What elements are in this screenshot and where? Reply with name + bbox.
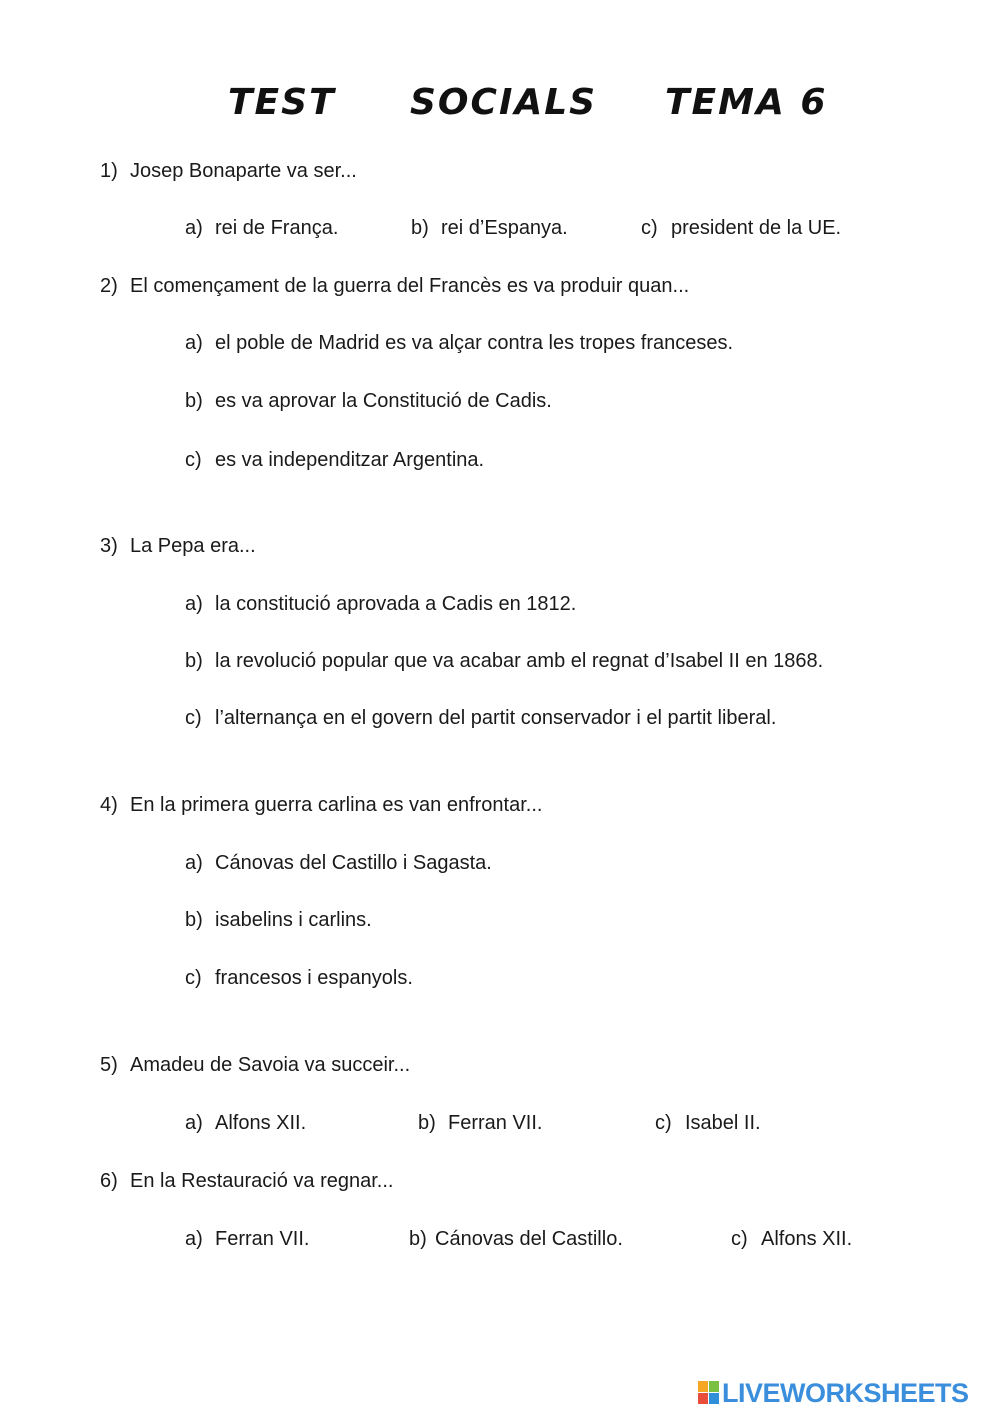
option-label: b) [185, 909, 203, 931]
option-label: c) [641, 217, 658, 239]
option-label: c) [731, 1228, 748, 1250]
q5-option-a[interactable] [185, 1111, 306, 1135]
title-part-test: TEST [228, 82, 336, 123]
logo-square-l [698, 1381, 708, 1392]
question-text: Josep Bonaparte va ser... [130, 160, 357, 182]
option-text: es va independitzar Argentina. [215, 449, 485, 471]
option-label: c) [655, 1112, 672, 1134]
option-label: a) [185, 1112, 203, 1134]
option-text: Cánovas del Castillo i Sagasta. [215, 852, 492, 874]
q1-option-b[interactable] [411, 216, 568, 240]
option-text: la constitució aprovada a Cadis en 1812. [215, 593, 577, 615]
q3-option-a[interactable] [185, 592, 576, 616]
option-label: a) [185, 332, 203, 354]
question-number: 2) [100, 275, 118, 297]
q2-option-c[interactable] [185, 448, 484, 472]
option-label: a) [185, 1228, 203, 1250]
option-text: president de la UE. [671, 217, 842, 239]
option-label: b) [418, 1112, 436, 1134]
title-part-tema: TEMA 6 [665, 82, 828, 123]
option-label: c) [185, 449, 202, 471]
q6-option-b[interactable] [409, 1227, 623, 1251]
question-number: 1) [100, 160, 118, 182]
q6-option-a[interactable] [185, 1227, 309, 1251]
liveworksheets-logo [698, 1379, 994, 1407]
q4-option-a[interactable] [185, 851, 492, 875]
question-text: Amadeu de Savoia va succeir... [130, 1054, 411, 1076]
q5-option-c[interactable] [655, 1111, 761, 1135]
option-text: Ferran VII. [215, 1228, 310, 1250]
option-text: rei de França. [215, 217, 339, 239]
question-text: El començament de la guerra del Francès es va produir quan... [130, 275, 690, 297]
option-label: b) [185, 650, 203, 672]
brand-name: LIVEWORKSHEETS [722, 1378, 969, 1408]
page-title [0, 82, 1000, 132]
logo-square-v [698, 1393, 708, 1404]
question-number: 3) [100, 535, 118, 557]
option-text: el poble de Madrid es va alçar contra les tropes franceses. [215, 332, 734, 354]
option-text: es va aprovar la Constitució de Cadis. [215, 390, 552, 412]
option-text: Ferran VII. [448, 1112, 543, 1134]
question-1 [100, 159, 357, 183]
question-text: La Pepa era... [130, 535, 256, 557]
question-number: 6) [100, 1170, 118, 1192]
q2-option-a[interactable] [185, 331, 733, 355]
q5-option-b[interactable] [418, 1111, 542, 1135]
option-label: a) [185, 852, 203, 874]
option-text: isabelins i carlins. [215, 909, 372, 931]
question-number: 4) [100, 794, 118, 816]
option-label: c) [185, 707, 202, 729]
logo-square-i [709, 1381, 719, 1392]
option-text: francesos i espanyols. [215, 967, 413, 989]
logo-grid-icon [698, 1381, 720, 1405]
option-text: Cánovas del Castillo. [435, 1228, 623, 1250]
q2-option-b[interactable] [185, 389, 552, 413]
question-3 [100, 534, 256, 558]
option-text: rei d’Espanya. [441, 217, 568, 239]
q3-option-b[interactable] [185, 649, 823, 673]
option-text: Alfons XII. [215, 1112, 307, 1134]
q6-option-c[interactable] [731, 1227, 852, 1251]
option-label: b) [409, 1228, 427, 1250]
option-text: Alfons XII. [761, 1228, 853, 1250]
q1-option-c[interactable] [641, 216, 841, 240]
option-text: l’alternança en el govern del partit conservador i el partit liberal. [215, 707, 777, 729]
question-text: En la Restauració va regnar... [130, 1170, 394, 1192]
q1-option-a[interactable] [185, 216, 338, 240]
question-4 [100, 793, 542, 817]
option-text: la revolució popular que va acabar amb el regnat d’Isabel II en 1868. [215, 650, 824, 672]
option-label: c) [185, 967, 202, 989]
title-part-socials: SOCIALS [410, 82, 598, 123]
q3-option-c[interactable] [185, 706, 776, 730]
question-5 [100, 1053, 410, 1077]
option-label: a) [185, 593, 203, 615]
question-2 [100, 274, 689, 298]
question-number: 5) [100, 1054, 118, 1076]
option-label: a) [185, 217, 203, 239]
logo-square-e [709, 1393, 719, 1404]
option-text: Isabel II. [685, 1112, 761, 1134]
q4-option-c[interactable] [185, 966, 413, 990]
option-label: b) [411, 217, 429, 239]
question-text: En la primera guerra carlina es van enfrontar... [130, 794, 543, 816]
q4-option-b[interactable] [185, 908, 372, 932]
question-6 [100, 1169, 393, 1193]
option-label: b) [185, 390, 203, 412]
